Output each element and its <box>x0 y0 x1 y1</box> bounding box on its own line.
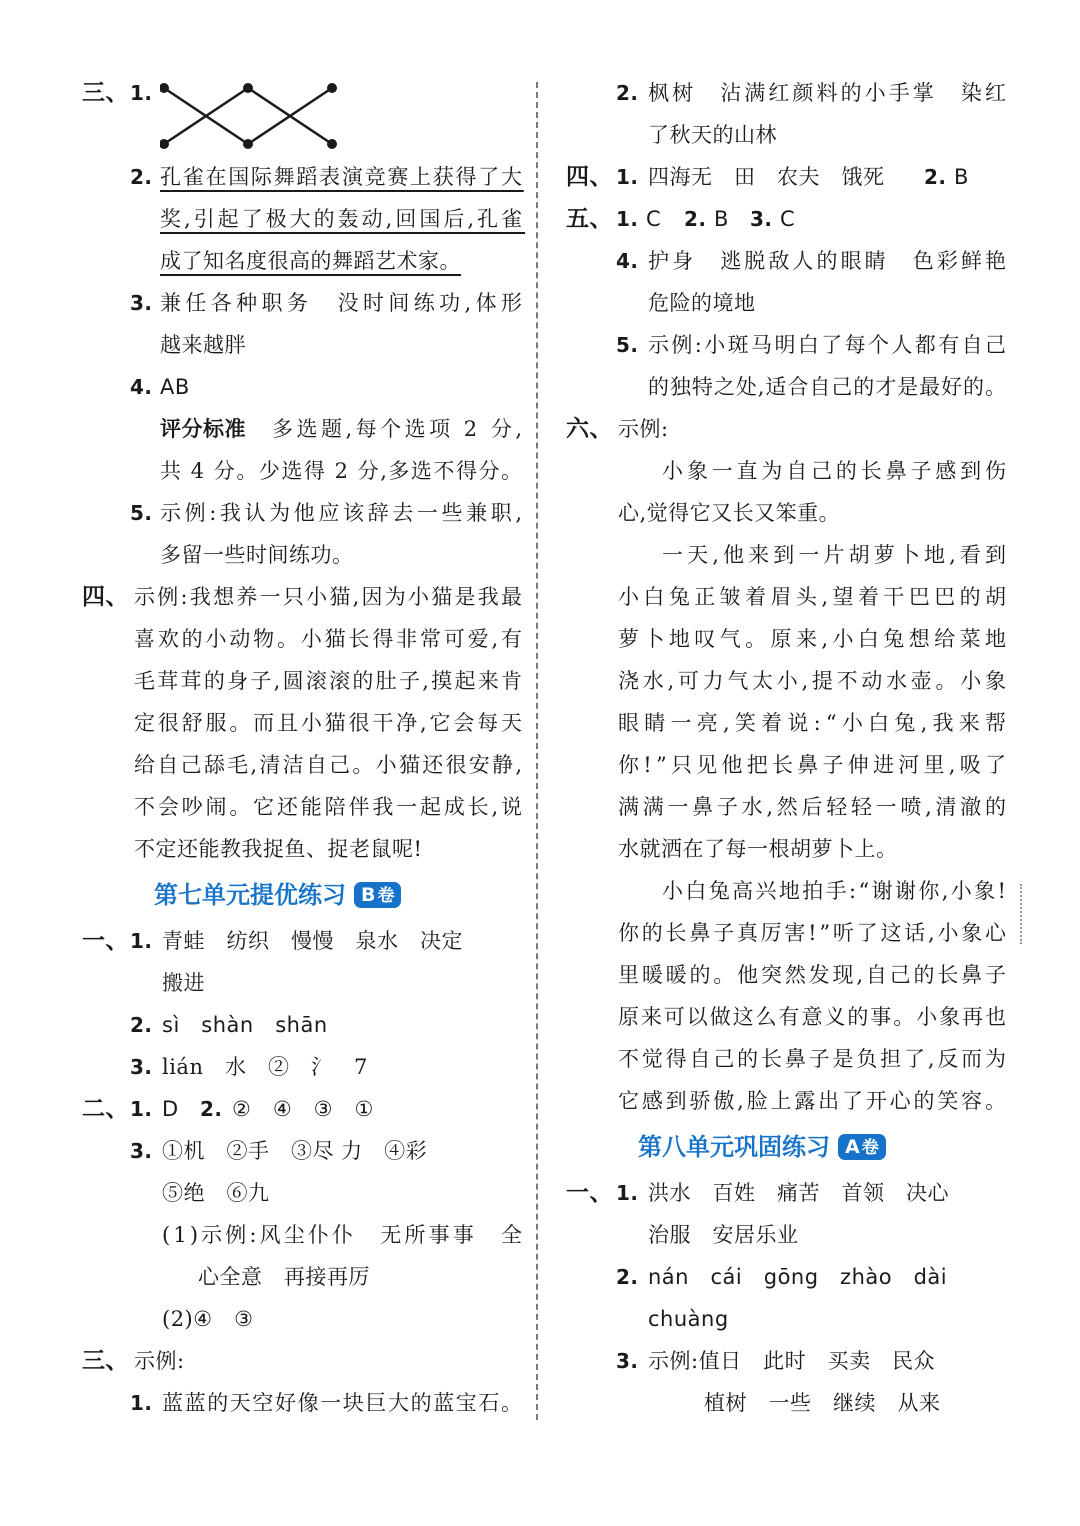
question-number: 1. <box>616 1181 639 1205</box>
answer-text: B <box>954 165 969 189</box>
question-number: 2. <box>616 1265 639 1289</box>
essay-text: 不觉得自己的长鼻子是负担了,反而为 <box>618 1047 1009 1071</box>
u7-s3-q1-line <box>82 1382 522 1424</box>
answer-text: 示例:我想养一只小猫,因为小猫是我最 <box>134 585 525 609</box>
answer-text: 示例:值日 此时 买卖 民众 <box>648 1349 936 1373</box>
answer-text: 植树 一些 继续 从来 <box>704 1391 941 1415</box>
s4-line-6 <box>82 786 525 828</box>
answer-text: 蓝蓝的天空好像一块巨大的蓝宝石。 <box>162 1391 524 1415</box>
essay-line <box>566 450 1010 492</box>
question-number: 3. <box>130 291 153 315</box>
essay-line <box>566 744 1011 786</box>
section-label: 五、 <box>566 205 613 232</box>
column-divider <box>536 82 538 1420</box>
section-label: 六、 <box>566 415 613 442</box>
u7-s1-q1-line-2 <box>82 962 522 1004</box>
answer-text: AB <box>160 375 190 399</box>
question-number: 1. <box>130 929 153 953</box>
answer-text: ② ④ ③ ① <box>232 1097 374 1121</box>
essay-text: 你的长鼻子真厉害!”听了这话,小象心 <box>618 921 1009 945</box>
u7-s1-q1-line-1 <box>82 920 522 962</box>
essay-text: 小白兔正皱着眉头,望着干巴巴的胡 <box>618 585 1011 609</box>
s3-q3-line-1 <box>82 282 527 324</box>
answer-text: 了秋天的山林 <box>648 123 777 147</box>
section-label: 一、 <box>82 927 129 954</box>
left-column <box>82 72 527 1424</box>
essay-text: 萝卜地叹气。原来,小白兔想给菜地 <box>618 627 1011 651</box>
s4-line-2 <box>82 618 525 660</box>
section-label: 四、 <box>82 583 129 610</box>
essay-line <box>566 660 1010 702</box>
answer-text: C <box>646 207 662 231</box>
r-s5-q4-line-2 <box>566 282 1006 324</box>
s4-line-3 <box>82 660 525 702</box>
question-number: 2. <box>200 1097 223 1121</box>
r-s5-q5-line-1 <box>566 324 1009 366</box>
question-number: 4. <box>616 249 639 273</box>
rubric-text: 共 4 分。少选得 2 分,多选不得分。 <box>160 459 524 483</box>
badge-letter: A <box>845 1136 860 1158</box>
question-number: 3. <box>616 1349 639 1373</box>
r-s6-line <box>566 408 1006 450</box>
answer-text: 青蛙 纺织 慢慢 泉水 决定 <box>162 929 463 953</box>
u7-s2-q3-line-1 <box>82 1130 522 1172</box>
answer-text: 搬进 <box>162 971 205 995</box>
answer-text: 不定还能教我捉鱼、捉老鼠呢! <box>134 837 423 861</box>
question-number: 3. <box>130 1139 153 1163</box>
unit8-badge <box>838 1134 886 1160</box>
answer-text: 枫树 沾满红颜料的小手掌 染红 <box>648 81 1010 105</box>
s3-q5-line-1 <box>82 492 526 534</box>
question-number: 2. <box>924 165 947 189</box>
essay-line <box>566 702 1012 744</box>
unit7-heading <box>82 870 522 920</box>
answer-text: 定很舒服。而且小猫很干净,它会每天 <box>134 711 525 735</box>
essay-line <box>566 492 1006 534</box>
unit8-title: 第八单元巩固练习 <box>638 1133 830 1161</box>
s3-q2-line-2 <box>82 198 525 240</box>
answer-text: 示例: <box>134 1349 185 1373</box>
question-number: 2. <box>130 1013 153 1037</box>
answer-text: 不会吵闹。它还能陪伴我一起成长,说 <box>134 795 525 819</box>
essay-line <box>566 954 1009 996</box>
answer-text: B <box>714 207 729 231</box>
question-number: 3. <box>130 1055 153 1079</box>
answer-text: 毛茸茸的身子,圆滚滚的肚子,摸起来肯 <box>134 669 525 693</box>
rubric-line-2 <box>82 450 522 492</box>
essay-line <box>566 912 1009 954</box>
answer-text: 示例:我认为他应该辞去一些兼职, <box>160 501 526 525</box>
essay-text: 小象一直为自己的长鼻子感到伤 <box>662 459 1010 483</box>
answer-text: 的独特之处,适合自己的才是最好的。 <box>648 375 1007 399</box>
question-number: 2. <box>684 207 707 231</box>
answer-text: (1)示例:风尘仆仆 无所事事 全 <box>162 1223 526 1247</box>
answer-text: 护身 逃脱敌人的眼睛 色彩鲜艳 <box>648 249 1010 273</box>
badge-text: 卷 <box>377 886 395 906</box>
s3-q1-line <box>82 72 522 156</box>
badge-text: 卷 <box>861 1138 879 1158</box>
rubric-text: 多选题,每个选项 2 分, <box>272 417 526 441</box>
answer-text: 奖,引起了极大的轰动,回国后,孔雀 <box>160 207 525 231</box>
badge-letter: B <box>361 884 376 906</box>
question-number: 5. <box>130 501 153 525</box>
question-number: 2. <box>616 81 639 105</box>
unit7-title: 第七单元提优练习 <box>154 881 346 909</box>
essay-line <box>566 996 1006 1038</box>
answer-text: 兼任各种职务 没时间练功,体形 <box>160 291 527 315</box>
answer-text: 越来越胖 <box>160 333 246 357</box>
s3-q3-line-2 <box>82 324 522 366</box>
s4-line-4 <box>82 702 525 744</box>
question-number: 3. <box>750 207 773 231</box>
s3-q4-line <box>82 366 522 408</box>
section-label: 一、 <box>566 1179 613 1206</box>
essay-text: 原来可以做这么有意义的事。小象再也 <box>618 1005 1008 1029</box>
essay-line <box>566 786 1010 828</box>
u8-s1-q1-line-2 <box>566 1214 1006 1256</box>
right-column <box>566 72 1012 1424</box>
essay-text: 小白兔高兴地拍手:“谢谢你,小象! <box>662 879 1009 903</box>
answer-text: 成了知名度很高的舞蹈艺术家。 <box>160 249 461 273</box>
u7-s1-q2-line <box>82 1004 522 1046</box>
question-number: 1. <box>130 1097 153 1121</box>
answer-text: C <box>780 207 796 231</box>
essay-text: 你!”只见他把长鼻子伸进河里,吸了 <box>618 753 1011 777</box>
r-q2-line-1 <box>566 72 1010 114</box>
unit7-badge <box>354 882 401 908</box>
pinyin-answer: nán cái gōng zhào dài <box>648 1265 948 1289</box>
essay-line <box>566 870 1009 912</box>
answer-text: 洪水 百姓 痛苦 首领 决心 <box>648 1181 949 1205</box>
answer-text: lián 水 ② 氵 7 <box>162 1055 368 1079</box>
essay-line <box>566 618 1011 660</box>
s4-line-5 <box>82 744 525 786</box>
answer-text: ①机 ②手 ③尽 力 ④彩 <box>162 1139 428 1163</box>
question-number: 1. <box>130 1391 153 1415</box>
u7-s2-q3-line-4 <box>82 1256 522 1298</box>
u7-s1-q3-line <box>82 1046 522 1088</box>
answer-text: 示例:小斑马明白了每个人都有自己 <box>648 333 1009 357</box>
question-number: 5. <box>616 333 639 357</box>
u7-s2-q3-line-3 <box>82 1214 526 1256</box>
question-number: 1. <box>130 81 153 105</box>
essay-text: 它感到骄傲,脸上露出了开心的笑容。 <box>618 1089 1009 1113</box>
question-number: 4. <box>130 375 153 399</box>
rubric-line-1 <box>82 408 526 450</box>
essay-line <box>566 1080 1009 1122</box>
u8-s1-q3-line-1 <box>566 1340 1006 1382</box>
answer-text: D <box>162 1097 179 1121</box>
answer-text: 孔雀在国际舞蹈表演竞赛上获得了大 <box>160 165 524 189</box>
r-q2-line-2 <box>566 114 1006 156</box>
rubric-label: 评分标准 <box>160 417 246 441</box>
r-s4-line <box>566 156 1006 198</box>
u8-s1-q2-line-2 <box>566 1298 1006 1340</box>
u7-s2-q3-line-2 <box>82 1172 522 1214</box>
question-number: 2. <box>130 165 153 189</box>
s4-line-1 <box>82 576 525 618</box>
essay-text: 眼睛一亮,笑着说:“小白兔,我来帮 <box>618 711 1012 735</box>
edge-mark <box>1020 884 1022 944</box>
essay-text: 心,觉得它又长又笨重。 <box>618 501 841 525</box>
s3-q5-line-2 <box>82 534 522 576</box>
answer-text: 危险的境地 <box>648 291 756 315</box>
question-number: 1. <box>616 207 639 231</box>
essay-text: 水就洒在了每一根胡萝卜上。 <box>618 837 898 861</box>
answer-text: (2)④ ③ <box>162 1307 254 1331</box>
r-s5-q5-line-2 <box>566 366 1006 408</box>
section-label: 三、 <box>82 79 129 106</box>
r-s5-q4-line-1 <box>566 240 1010 282</box>
answer-text: 示例: <box>618 417 669 441</box>
pinyin-answer: chuàng <box>648 1307 729 1331</box>
u8-s1-q3-line-2 <box>566 1382 1006 1424</box>
u8-s1-q1-line-1 <box>566 1172 1006 1214</box>
s3-q2-line-3 <box>82 240 522 282</box>
essay-text: 浇水,可力气太小,提不动水壶。小象 <box>618 669 1010 693</box>
unit8-heading <box>566 1122 1006 1172</box>
u8-s1-q2-line-1 <box>566 1256 1006 1298</box>
matching-lines-diagram <box>160 78 340 150</box>
r-s5-line <box>566 198 1006 240</box>
essay-text: 一天,他来到一片胡萝卜地,看到 <box>662 543 1011 567</box>
answer-text: 多留一些时间练功。 <box>160 543 354 567</box>
u7-s2-q3-line-5 <box>82 1298 522 1340</box>
u7-s2-q1-line <box>82 1088 522 1130</box>
question-number: 1. <box>616 165 639 189</box>
s4-line-7 <box>82 828 522 870</box>
answer-text: ⑤绝 ⑥九 <box>162 1181 270 1205</box>
answer-text: 四海无 田 农夫 饿死 <box>648 165 885 189</box>
answer-text: 心全意 再接再厉 <box>198 1265 370 1289</box>
answer-text: 喜欢的小动物。小猫长得非常可爱,有 <box>134 627 525 651</box>
pinyin-answer: sì shàn shān <box>162 1013 328 1037</box>
essay-line <box>566 576 1011 618</box>
s3-q2-line-1 <box>82 156 522 198</box>
section-label: 四、 <box>566 163 613 190</box>
answer-text: 治服 安居乐业 <box>648 1223 799 1247</box>
answer-text: 给自己舔毛,清洁自己。小猫还很安静, <box>134 753 525 777</box>
essay-line <box>566 534 1011 576</box>
essay-text: 里暖暖的。他突然发现,自己的长鼻子 <box>618 963 1009 987</box>
essay-line <box>566 828 1006 870</box>
u7-s3-line <box>82 1340 522 1382</box>
essay-line <box>566 1038 1009 1080</box>
section-label: 三、 <box>82 1347 129 1374</box>
essay-text: 满满一鼻子水,然后轻轻一喷,清澈的 <box>618 795 1010 819</box>
section-label: 二、 <box>82 1095 129 1122</box>
